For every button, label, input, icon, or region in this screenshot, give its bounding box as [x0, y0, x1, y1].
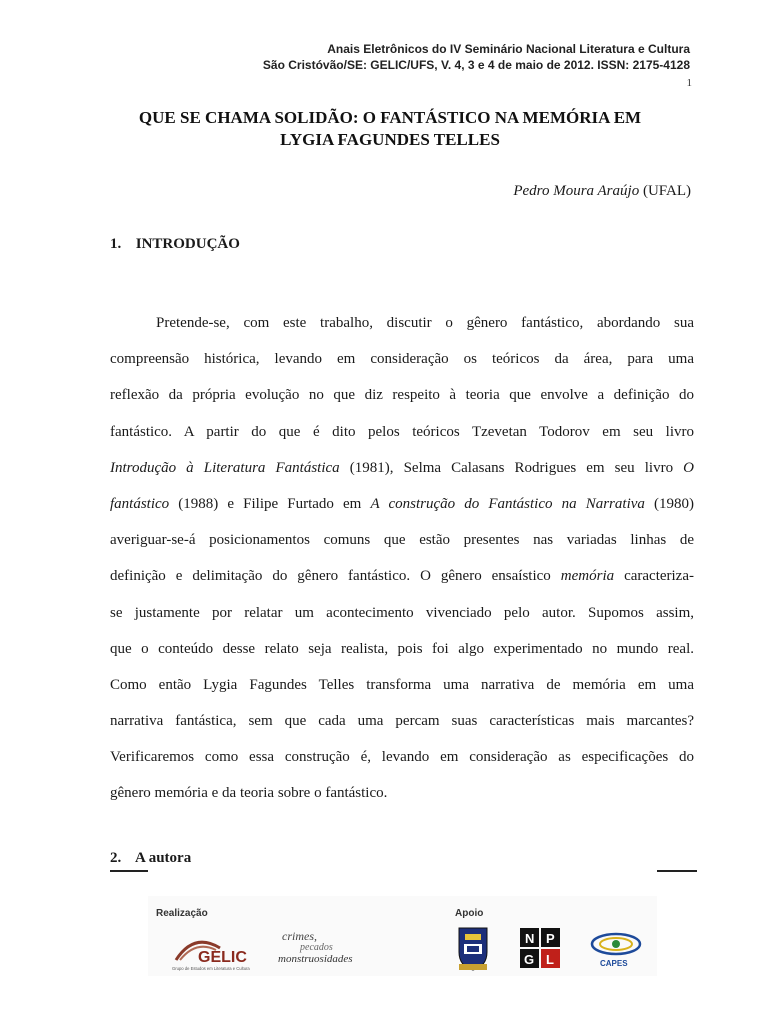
capes-logo [588, 928, 646, 970]
paragraph-line: fantástico. A partir do que é dito pelos teóricos Tzevetan Todorov em seu livro [110, 423, 694, 440]
crimes-pecados-logo [276, 926, 356, 970]
gelic-logo [168, 930, 254, 972]
author-line [513, 183, 691, 200]
paragraph-line: fantástico (1988) e Filipe Furtado em A construção do Fantástico na Narrativa (1980) [110, 495, 695, 512]
section-heading-introduction [110, 236, 240, 253]
svg-text:monstruosidades: monstruosidades [278, 953, 353, 965]
section-heading-author [110, 850, 191, 867]
paragraph-line: Pretende-se, com este trabalho, discutir o gênero fantástico, abordando sua [156, 315, 694, 331]
paragraph-line: narrativa fantástica, sem que cada uma percam suas características mais marcantes? [110, 713, 694, 730]
svg-text:G: G [524, 952, 535, 967]
book-title: Introdução à Literatura Fantástica [110, 459, 340, 476]
title-line-2: LYGIA FAGUNDES TELLES [280, 130, 500, 149]
page-number: 1 [686, 77, 692, 89]
sponsor-footer [148, 896, 657, 976]
introduction-paragraph [110, 305, 694, 812]
book-title: fantástico [110, 495, 170, 512]
footer-rule-right [657, 870, 697, 872]
paragraph-line: Introdução à Literatura Fantástica (1981), Selma Calasans Rodrigues em seu livro O [110, 459, 694, 476]
gelic-subtitle: Grupo de Estudos em Literatura e Cultura [172, 966, 250, 971]
ufs-crest-logo [455, 926, 491, 972]
paragraph-line: Verificaremos como essa construção é, levando em consideração as especificações do [110, 749, 694, 766]
gelic-text: GELIC [198, 949, 247, 966]
book-title: A construção do Fantástico na Narrativa [370, 495, 645, 512]
section-title: INTRODUÇÃO [135, 236, 240, 252]
journal-title: Anais Eletrônicos do IV Seminário Nacional Literatura e Cultura [327, 42, 690, 56]
svg-text:crimes,: crimes, [282, 929, 317, 943]
paragraph-line: reflexão da própria evolução no que diz respeito à teoria que envolve a definição do [110, 387, 694, 404]
svg-text:pecados: pecados [300, 942, 333, 953]
section-number: 2. [110, 850, 122, 866]
paragraph-line: gênero memória e da teoria sobre o fantástico. [110, 785, 388, 802]
genre-term: memória [560, 568, 615, 585]
author-affiliation: (UFAL) [639, 183, 691, 199]
book-title: O [683, 459, 694, 476]
paper-title [110, 107, 670, 151]
apoio-label: Apoio [455, 908, 484, 919]
paragraph-line: que o conteúdo desse relato seja realista, pois foi algo experimentado no mundo real. [110, 640, 694, 657]
paragraph-line: se justamente por relatar um acontecimento vivenciado pelo autor. Supomos assim, [110, 604, 694, 621]
paragraph-line: Como então Lygia Fagundes Telles transforma uma narrativa de memória em uma [110, 676, 694, 693]
paragraph-line: averiguar-se-á posicionamentos comuns que estão presentes nas variadas linhas de [110, 532, 694, 549]
footer-rule-left [110, 870, 148, 872]
svg-text:P: P [546, 931, 555, 946]
section-title: A autora [134, 850, 192, 866]
author-name: Pedro Moura Araújo [513, 183, 640, 199]
realizacao-label: Realização [156, 908, 208, 919]
paragraph-line: compreensão histórica, levando em consideração os teóricos da área, para uma [110, 351, 694, 368]
section-number: 1. [110, 236, 122, 252]
journal-citation: São Cristóvão/SE: GELIC/UFS, V. 4, 3 e 4 de maio de 2012. ISSN: 2175-4128 [262, 58, 690, 72]
svg-text:L: L [546, 952, 554, 967]
paragraph-line: definição e delimitação do gênero fantástico. O gênero ensaístico memória caracteriza- [110, 568, 694, 585]
svg-text:CAPES: CAPES [600, 959, 628, 968]
svg-text:N: N [525, 931, 535, 946]
npgl-logo [520, 928, 560, 968]
title-line-1: QUE SE CHAMA SOLIDÃO: O FANTÁSTICO NA MEMÓRIA EM [138, 108, 642, 127]
